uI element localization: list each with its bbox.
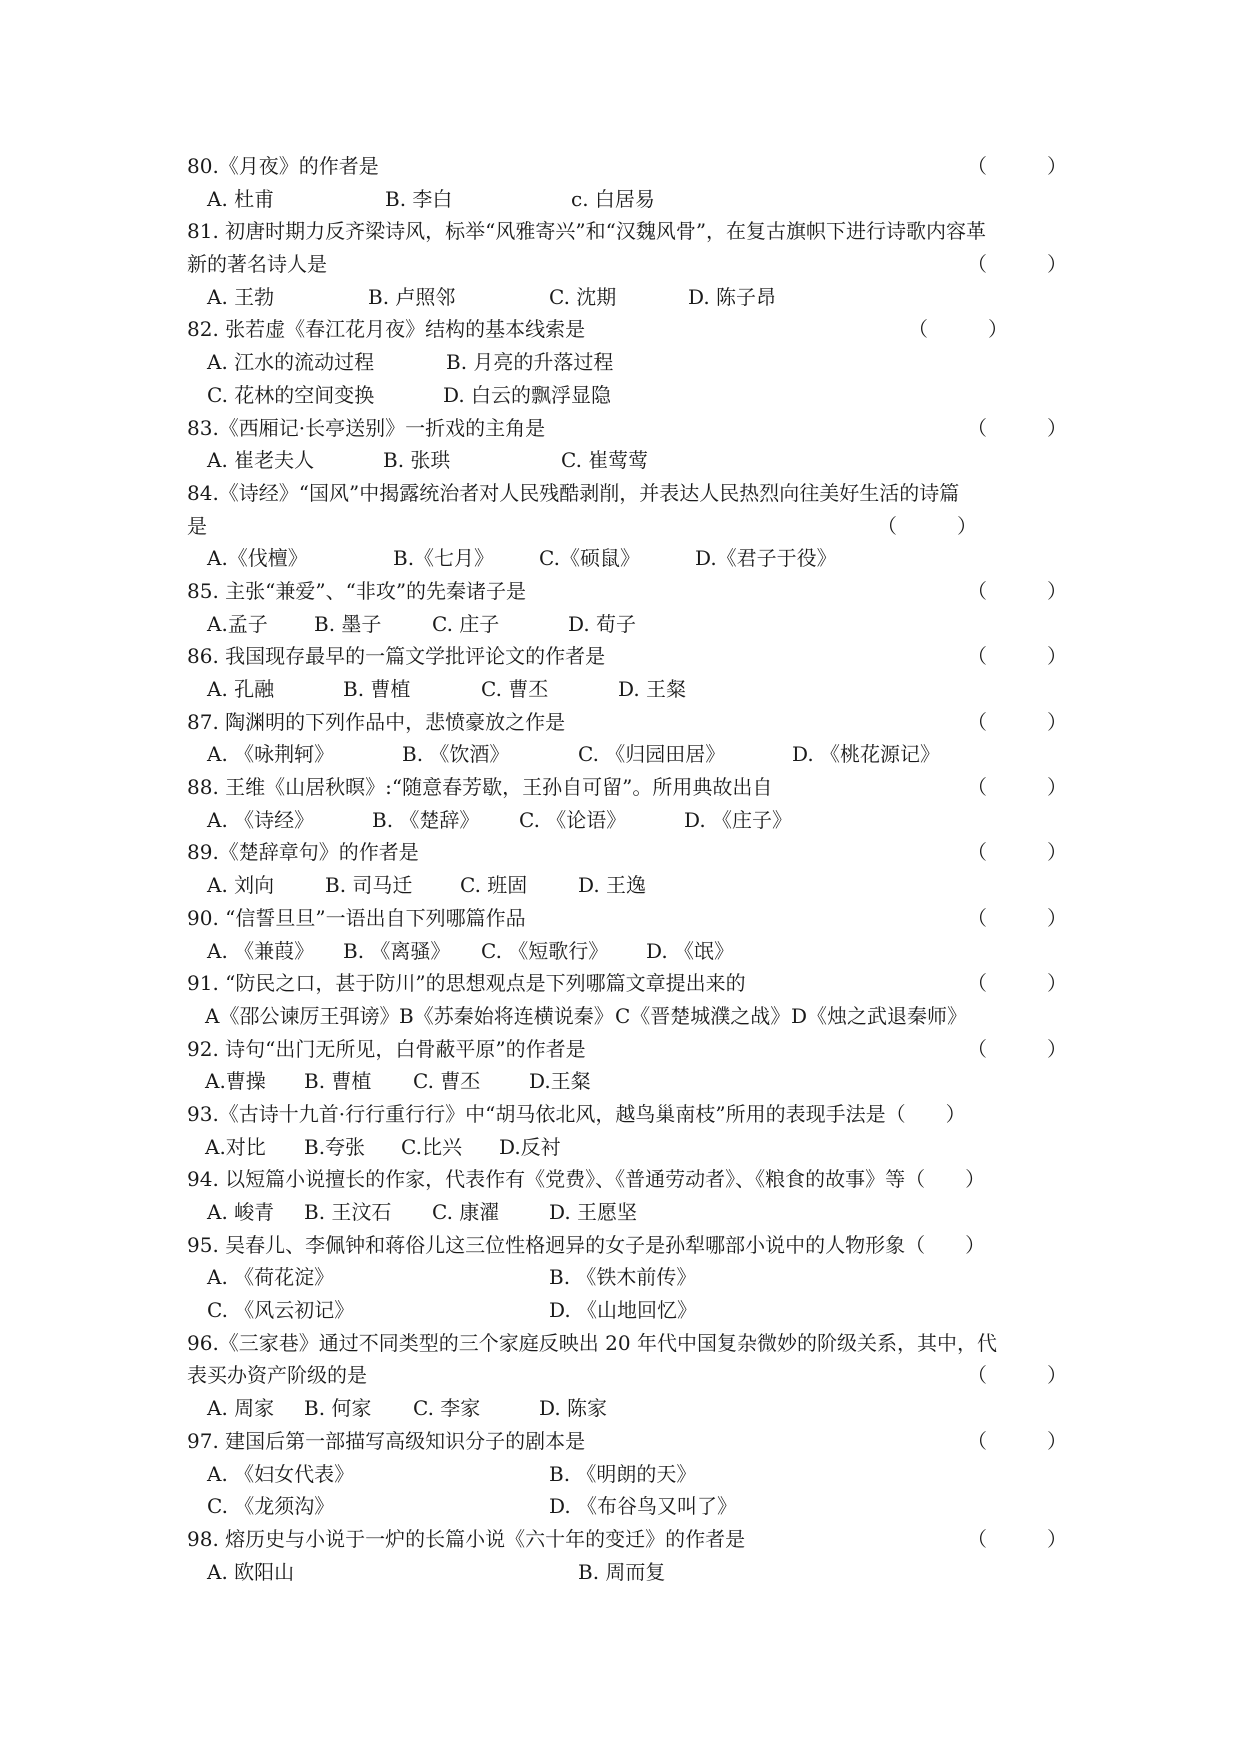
answer-option[interactable]: A. 江水的流动过程 [207, 350, 375, 375]
option-row [187, 346, 1067, 379]
question-item [187, 1229, 1067, 1327]
answer-option[interactable]: D.《君子于役》 [695, 546, 837, 571]
question-item [187, 215, 1067, 313]
answer-blank[interactable]: （ ） [967, 1363, 1067, 1388]
answer-option[interactable]: C. 庄子 [432, 611, 500, 636]
answer-option[interactable]: C. 《归园田居》 [578, 742, 726, 767]
question-item [187, 313, 1067, 411]
option-row [187, 1196, 1067, 1229]
option-row [187, 1000, 1067, 1033]
question-stem: 96.《三家巷》通过不同类型的三个家庭反映出 20 年代中国复杂微妙的阶级关系，其中，代 [187, 1330, 997, 1355]
option-row [187, 379, 1067, 412]
question-item [187, 771, 1067, 836]
question-stem: 94. 以短篇小说擅长的作家，代表作有《党费》、《普通劳动者》、《粮食的故事》等（ ） [187, 1167, 986, 1192]
question-item [187, 575, 1067, 640]
answer-option[interactable]: D. 《庄子》 [684, 807, 793, 832]
question-stem: 89.《楚辞章句》的作者是 [187, 840, 419, 865]
option-row [187, 804, 1067, 837]
answer-blank[interactable]: （ ） [967, 252, 1067, 277]
answer-blank[interactable]: （ ） [908, 317, 1008, 342]
answer-option[interactable]: B. 何家 [304, 1396, 372, 1421]
option-row [187, 608, 1067, 641]
option-row [187, 1490, 1067, 1523]
answer-option[interactable]: A. 刘向 [207, 873, 275, 898]
option-row [187, 1131, 1067, 1164]
question-stem: 93.《古诗十九首·行行重行行》中“胡马依北风，越鸟巢南枝”所用的表现手法是（ ） [187, 1101, 966, 1126]
answer-option[interactable]: A. 周家 [207, 1396, 275, 1421]
answer-blank[interactable]: （ ） [967, 578, 1067, 603]
answer-blank[interactable]: （ ） [967, 840, 1067, 865]
answer-option[interactable]: D. 王愿坚 [549, 1200, 638, 1224]
answer-option[interactable]: C. 崔莺莺 [561, 448, 649, 473]
answer-option[interactable]: B. 月亮的升落过程 [446, 350, 614, 375]
answer-option[interactable]: D.反衬 [499, 1134, 561, 1159]
answer-option[interactable]: C. 班固 [460, 873, 528, 898]
answer-blank[interactable]: （ ） [967, 971, 1067, 996]
question-stem: 90. “信誓旦旦”一语出自下列哪篇作品 [187, 905, 526, 930]
question-stem: 98. 熔历史与小说于一炉的长篇小说《六十年的变迁》的作者是 [187, 1526, 746, 1551]
option-row [187, 1458, 1067, 1491]
answer-option[interactable]: D. 白云的飘浮显隐 [443, 382, 612, 407]
answer-blank[interactable]: （ ） [967, 154, 1067, 178]
question-stem: 84.《诗经》“国风”中揭露统治者对人民残酷剥削，并表达人民热烈向往美好生活的诗篇 [187, 480, 960, 505]
answer-option[interactable]: A.孟子 [207, 611, 268, 636]
answer-option[interactable]: B.夸张 [304, 1134, 366, 1159]
question-item [187, 150, 1067, 215]
answer-option[interactable]: A. 《咏荆轲》 [207, 742, 335, 767]
answer-option[interactable]: C. 曹丕 [481, 677, 549, 701]
option-row [187, 542, 1067, 575]
question-item [187, 1098, 1067, 1163]
question-item [187, 1523, 1067, 1588]
option-row [187, 1556, 1067, 1589]
answer-option[interactable]: B. 《明朗的天》 [549, 1461, 697, 1486]
question-stem: 81. 初唐时期力反齐梁诗风，标举“风雅寄兴”和“汉魏风骨”，在复古旗帜下进行诗歌内容革 [187, 219, 987, 244]
option-row [187, 281, 1067, 314]
question-stem-continued: 新的著名诗人是 [187, 252, 327, 277]
answer-option[interactable]: c. 白居易 [571, 186, 655, 211]
option-row [187, 673, 1067, 706]
answer-option[interactable]: C. 《龙须沟》 [207, 1494, 335, 1519]
option-row [187, 869, 1067, 902]
answer-blank[interactable]: （ ） [967, 1428, 1067, 1453]
question-stem-continued: 是 [187, 513, 207, 538]
answer-option[interactable]: A. 《兼葭》 [207, 938, 315, 963]
answer-option[interactable]: D. 《山地回忆》 [549, 1298, 698, 1323]
answer-option[interactable]: D. 陈子昂 [688, 284, 777, 309]
question-stem: 82. 张若虚《春江花月夜》结构的基本线索是 [187, 317, 586, 342]
option-row [187, 935, 1067, 968]
question-stem: 80.《月夜》的作者是 [187, 154, 379, 178]
answer-option[interactable]: C. 沈期 [549, 284, 617, 309]
answer-option[interactable]: A. 《诗经》 [207, 807, 315, 832]
answer-option[interactable]: C. 康濯 [432, 1200, 500, 1224]
answer-option[interactable]: C. 李家 [413, 1396, 481, 1421]
answer-blank[interactable]: （ ） [877, 513, 977, 538]
question-stem: 87. 陶渊明的下列作品中，悲愤豪放之作是 [187, 709, 566, 734]
answer-option[interactable]: B. 周而复 [578, 1559, 666, 1584]
answer-option[interactable]: B.《七月》 [393, 546, 495, 571]
answer-option[interactable]: C. 《风云初记》 [207, 1298, 355, 1323]
question-stem: 86. 我国现存最早的一篇文学批评论文的作者是 [187, 644, 606, 669]
answer-option[interactable]: D. 《桃花源记》 [792, 742, 941, 767]
answer-option[interactable]: A. 孔融 [207, 677, 275, 701]
question-stem-continued: 表买办资产阶级的是 [187, 1363, 367, 1388]
answer-option[interactable]: B. 曹植 [304, 1069, 372, 1094]
answer-blank[interactable]: （ ） [967, 1526, 1067, 1551]
answer-option[interactable]: A. 峻青 [207, 1200, 275, 1224]
answer-option[interactable]: C. 《论语》 [519, 807, 627, 832]
answer-blank[interactable]: （ ） [967, 644, 1067, 669]
answer-option[interactable]: D. 王逸 [578, 873, 647, 898]
question-stem: 83.《西厢记·长亭送别》一折戏的主角是 [187, 415, 546, 440]
answer-option[interactable]: C. 《短歌行》 [481, 938, 609, 963]
answer-option[interactable]: D《烛之武退秦师》 [791, 1003, 968, 1028]
question-item [187, 477, 1067, 575]
answer-option[interactable]: B. 《铁木前传》 [549, 1265, 697, 1290]
question-stem: 97. 建国后第一部描写高级知识分子的剧本是 [187, 1428, 586, 1453]
answer-option[interactable]: B. 《离骚》 [343, 938, 451, 963]
answer-option[interactable]: A. 崔老夫人 [207, 448, 315, 473]
question-item [187, 1163, 1067, 1228]
answer-blank[interactable]: （ ） [967, 775, 1067, 800]
answer-option[interactable]: A《邵公谏厉王弭谤》 [205, 1003, 400, 1028]
answer-option[interactable]: D. 荀子 [568, 611, 637, 636]
answer-option[interactable]: A. 欧阳山 [207, 1559, 295, 1584]
answer-option[interactable]: B. 墨子 [314, 611, 382, 636]
answer-option[interactable]: D. 王粲 [618, 677, 687, 701]
question-stem: 95. 吴春儿、李佩钟和蒋俗儿这三位性格迥异的女子是孙犁哪部小说中的人物形象（ ） [187, 1232, 986, 1257]
question-item [187, 640, 1067, 705]
question-stem: 91. “防民之口，甚于防川”的思想观点是下列哪篇文章提出来的 [187, 971, 746, 996]
answer-blank[interactable]: （ ） [967, 709, 1067, 734]
answer-option[interactable]: C. 花林的空间变换 [207, 382, 375, 407]
option-row [187, 183, 1067, 216]
option-row [187, 1294, 1067, 1327]
answer-option[interactable]: B. 曹植 [343, 677, 411, 701]
question-item [187, 412, 1067, 477]
question-item [187, 836, 1067, 901]
option-row [187, 738, 1067, 771]
answer-option[interactable]: A.《伐檀》 [207, 546, 308, 571]
answer-option[interactable]: B. 张珙 [383, 448, 451, 473]
question-list [187, 150, 1067, 1588]
answer-option[interactable]: B. 《饮酒》 [402, 742, 510, 767]
answer-option[interactable]: D. 《氓》 [646, 938, 735, 963]
answer-option[interactable]: B. 卢照邻 [368, 284, 456, 309]
answer-option[interactable]: B. 《楚辞》 [372, 807, 480, 832]
question-item [187, 1425, 1067, 1523]
option-row [187, 1065, 1067, 1098]
answer-option[interactable]: A.对比 [205, 1134, 266, 1159]
option-row [187, 444, 1067, 477]
question-stem: 92. 诗句“出门无所见，白骨蔽平原”的作者是 [187, 1036, 586, 1061]
answer-blank[interactable]: （ ） [967, 415, 1067, 440]
answer-option[interactable]: D. 陈家 [539, 1396, 608, 1421]
answer-option[interactable]: C《晋楚城濮之战》 [615, 1003, 791, 1028]
answer-option[interactable]: C. 曹丕 [413, 1069, 481, 1094]
question-item [187, 1327, 1067, 1425]
answer-option[interactable]: B《苏秦始将连横说秦》 [399, 1003, 614, 1028]
option-row [187, 1392, 1067, 1425]
answer-option[interactable]: D.王粲 [529, 1069, 591, 1094]
answer-option[interactable]: A. 《妇女代表》 [207, 1461, 355, 1486]
answer-option[interactable]: B. 司马迁 [325, 873, 413, 898]
answer-option[interactable]: B. 李白 [385, 186, 453, 211]
answer-option[interactable]: D. 《布谷鸟又叫了》 [549, 1494, 738, 1519]
question-stem: 88. 王维《山居秋暝》:“随意春芳歇，王孙自可留”。所用典故出自 [187, 775, 773, 800]
answer-blank[interactable]: （ ） [967, 905, 1067, 930]
question-item [187, 706, 1067, 771]
answer-option[interactable]: A. 王勃 [207, 284, 275, 309]
question-item [187, 902, 1067, 967]
answer-option[interactable]: A. 杜甫 [207, 186, 275, 211]
question-item [187, 967, 1067, 1032]
option-row [187, 1261, 1067, 1294]
answer-option[interactable]: B. 王汶石 [304, 1200, 392, 1224]
question-item [187, 1033, 1067, 1098]
answer-option[interactable]: C.比兴 [401, 1134, 462, 1159]
answer-option[interactable]: C.《硕鼠》 [539, 546, 640, 571]
answer-option[interactable]: A. 《荷花淀》 [207, 1265, 335, 1290]
question-stem: 85. 主张“兼爱”、“非攻”的先秦诸子是 [187, 578, 527, 603]
answer-blank[interactable]: （ ） [967, 1036, 1067, 1061]
answer-option[interactable]: A.曹操 [205, 1069, 266, 1094]
